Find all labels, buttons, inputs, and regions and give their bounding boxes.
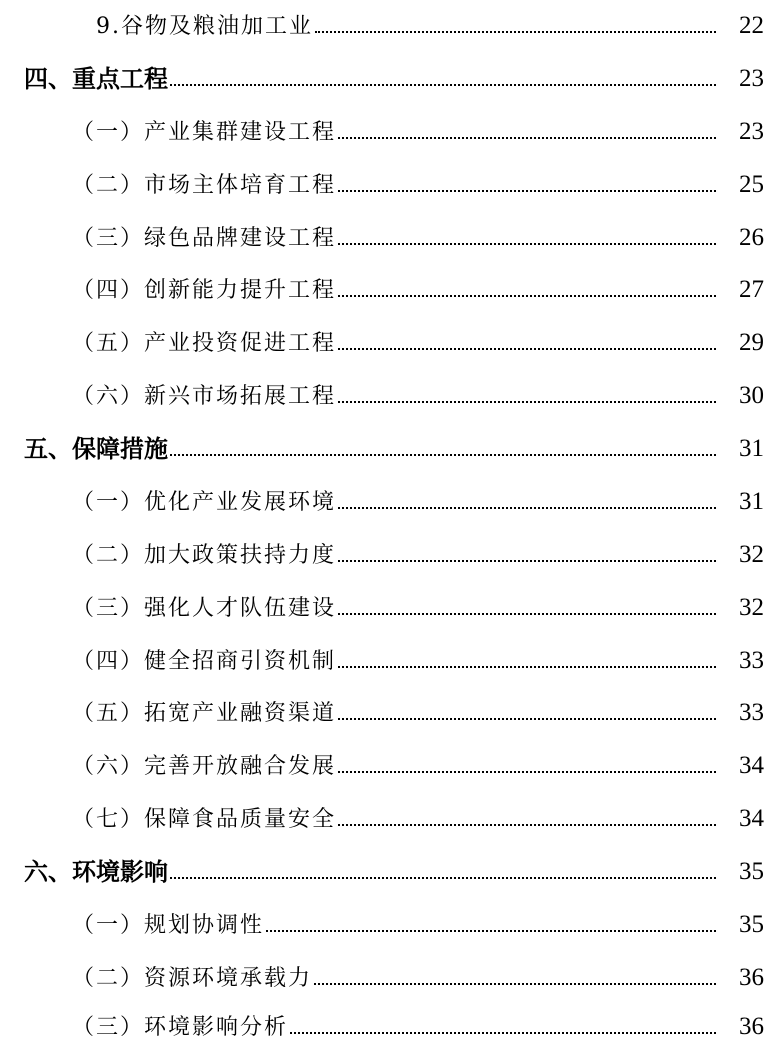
dot-leader (338, 718, 716, 720)
toc-entry-title: （四）创新能力提升工程 (72, 278, 337, 303)
toc-entry-title: （三）绿色品牌建设工程 (72, 226, 337, 251)
toc-entry-title: 9.谷物及粮油加工业 (96, 14, 313, 39)
dot-leader (338, 295, 716, 297)
toc-entry[interactable] (0, 584, 778, 624)
dot-leader (170, 877, 716, 879)
toc-entry[interactable] (0, 55, 778, 95)
toc-entry-title: （三）环境影响分析 (72, 1015, 289, 1040)
dot-leader (170, 454, 716, 456)
toc-entry-title: （五）拓宽产业融资渠道 (72, 701, 337, 726)
toc-entry[interactable] (0, 637, 778, 677)
toc-entry-title: （六）新兴市场拓展工程 (72, 384, 337, 409)
toc-entry[interactable] (0, 372, 778, 412)
toc-entry[interactable] (0, 214, 778, 254)
toc-entry-title: （二）资源环境承载力 (72, 966, 313, 991)
dot-leader (338, 560, 716, 562)
toc-entry-page: 34 (739, 752, 764, 779)
toc-entry[interactable] (0, 795, 778, 835)
toc-entry-page: 35 (739, 911, 764, 938)
dot-leader (290, 1032, 716, 1034)
toc-entry[interactable] (0, 2, 778, 42)
dot-leader (338, 507, 716, 509)
toc-entry[interactable] (0, 319, 778, 359)
dot-leader (338, 348, 716, 350)
toc-entry-title: 六、环境影响 (24, 858, 168, 886)
toc-entry-page: 26 (739, 224, 764, 251)
toc-entry-page: 23 (739, 65, 764, 92)
toc-entry-page: 31 (739, 435, 764, 462)
toc-entry[interactable] (0, 478, 778, 518)
dot-leader (338, 824, 716, 826)
dot-leader (338, 666, 716, 668)
toc-entry-title: （五）产业投资促进工程 (72, 331, 337, 356)
toc-entry-page: 25 (739, 171, 764, 198)
toc-entry-page: 27 (739, 276, 764, 303)
toc-entry-page: 35 (739, 858, 764, 885)
toc-entry-page: 30 (739, 382, 764, 409)
toc-entry[interactable] (0, 108, 778, 148)
toc-entry[interactable] (0, 531, 778, 571)
toc-entry-page: 32 (739, 594, 764, 621)
toc-entry[interactable] (0, 901, 778, 941)
toc-entry-page: 32 (739, 541, 764, 568)
dot-leader (266, 930, 716, 932)
toc-entry-title: （二）加大政策扶持力度 (72, 543, 337, 568)
toc-entry-page: 29 (739, 329, 764, 356)
toc-entry-title: （二）市场主体培育工程 (72, 173, 337, 198)
dot-leader (338, 137, 716, 139)
toc-entry-title: （四）健全招商引资机制 (72, 649, 337, 674)
toc-entry-page: 23 (739, 118, 764, 145)
toc-entry-page: 34 (739, 805, 764, 832)
dot-leader (315, 31, 716, 33)
toc-entry-title: （一）产业集群建设工程 (72, 120, 337, 145)
dot-leader (338, 401, 716, 403)
toc-entry[interactable] (0, 266, 778, 306)
toc-entry[interactable] (0, 954, 778, 994)
toc-entry-title: （六）完善开放融合发展 (72, 754, 337, 779)
toc-entry-title: （一）规划协调性 (72, 913, 265, 938)
dot-leader (170, 84, 716, 86)
toc-entry[interactable] (0, 425, 778, 465)
toc-entry[interactable] (0, 1003, 778, 1043)
toc-entry-page: 33 (739, 647, 764, 674)
toc-entry-title: （一）优化产业发展环境 (72, 490, 337, 515)
dot-leader (338, 243, 716, 245)
toc-entry[interactable] (0, 689, 778, 729)
toc-entry-page: 33 (739, 699, 764, 726)
dot-leader (338, 771, 716, 773)
toc-entry-title: 四、重点工程 (24, 65, 168, 93)
toc-entry[interactable] (0, 848, 778, 888)
dot-leader (338, 613, 716, 615)
toc-entry-page: 36 (739, 964, 764, 991)
dot-leader (338, 190, 716, 192)
toc-entry-title: （三）强化人才队伍建设 (72, 596, 337, 621)
toc-entry-title: （七）保障食品质量安全 (72, 807, 337, 832)
toc-entry[interactable] (0, 742, 778, 782)
toc-entry-title: 五、保障措施 (24, 435, 168, 463)
toc-entry-page: 22 (739, 12, 764, 39)
toc-entry-page: 31 (739, 488, 764, 515)
toc-entry[interactable] (0, 161, 778, 201)
toc-entry-page: 36 (739, 1013, 764, 1040)
dot-leader (314, 983, 716, 985)
